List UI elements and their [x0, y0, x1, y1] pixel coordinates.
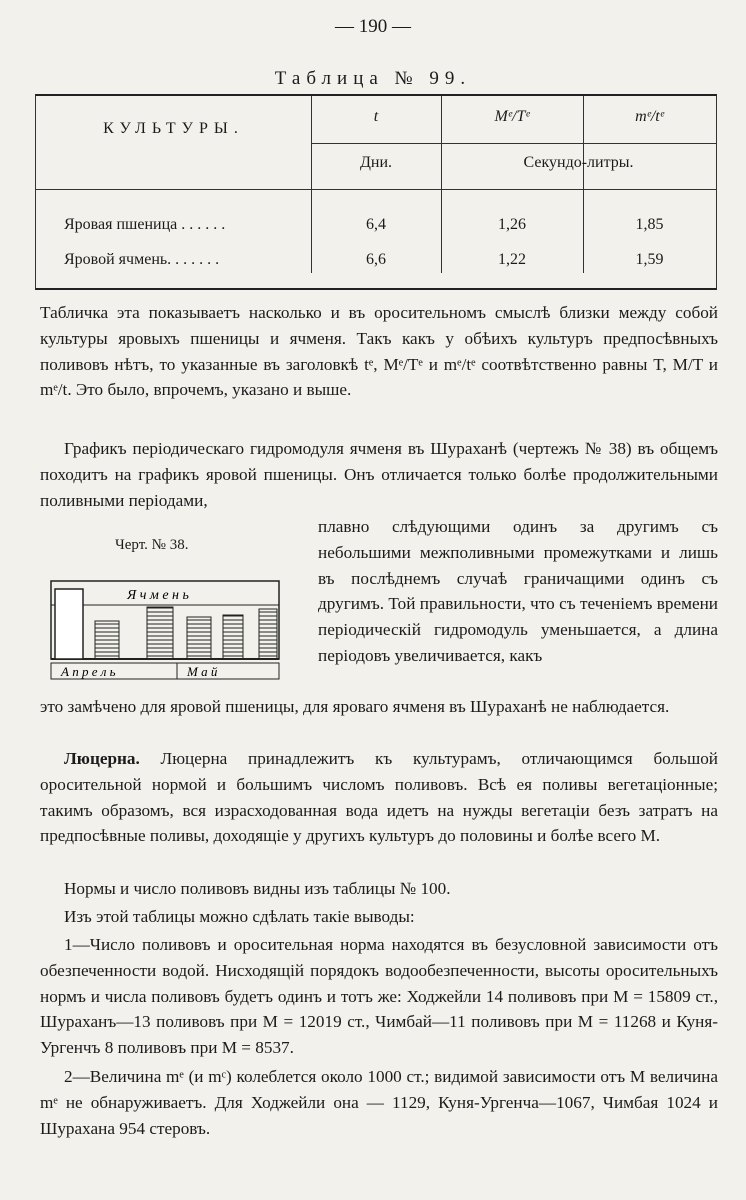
table-cell: 1,22 — [498, 251, 526, 268]
chart-bar — [95, 621, 119, 659]
chart-bar — [259, 609, 277, 659]
chart-month-label: М а й — [187, 664, 218, 679]
chart-month-label: А п р е л ь — [61, 664, 116, 679]
chart-bar — [147, 607, 173, 659]
paragraph: Нормы и число поливовъ видны изъ таблицы № 100. — [64, 879, 451, 898]
data-table — [35, 94, 717, 290]
col-header-t: t — [373, 108, 379, 125]
table-cell: 6,6 — [366, 251, 386, 268]
chart-bar — [55, 589, 83, 659]
paragraph: плавно слѣдующими одинъ за другимъ съ небольшими межполивными промежутками и лишь въ послѣднемъ случаѣ граничащими одинъ съ другимъ. Той правильности, что съ теченіемъ времени періодическій гидромодуль уменьшается, а длина періодовъ увеличивается, какъ — [318, 517, 718, 665]
paragraph: Графикъ періодическаго гидромодуля ячменя въ Шураханѣ (чертежъ № 38) въ общемъ походитъ на графикъ яровой пшеницы. Онъ отличается только болѣе продолжительными поливными періодами, — [40, 439, 718, 510]
paragraph: Изъ этой таблицы можно сдѣлать такіе выводы: — [64, 907, 415, 926]
col-header-mt: mᵉ/tᵉ — [635, 108, 664, 125]
table-cell: 1,85 — [635, 216, 664, 233]
paragraph-text: Люцерна принадлежитъ къ культурамъ, отличающимся большой оросительной нормой и большимъ числомъ поливовъ. Всѣ ея поливы вегетаціонные; такимъ образомъ, вся израсходованная вода идетъ на нужды вегетаціи безъ затратъ на предпосѣвные поливы, доходящіе у другихъ культуръ до половины и болѣе всего M. — [40, 749, 718, 846]
unit-seconds-liters: Секундо-литры. — [523, 154, 634, 171]
paragraph: это замѣчено для яровой пшеницы, для яроваго ячменя въ Шураханѣ не наблюдается. — [40, 697, 670, 716]
paragraph: 1—Число поливовъ и оросительная норма находятся въ безусловной зависимости отъ обезпеченности водой. Нисходящій порядокъ водообезпеченности, высоты оросительныхъ нормъ и числа поливовъ будетъ одинъ и тотъ же: Ходжейли 14 поливовъ при M = 15809 ст., Шураханъ—13 поливовъ при M = 12019 ст., Чимбай—11 поливовъ при M = 11268 и Куня-Ургенчъ 8 поливовъ при M = 8537. — [40, 935, 718, 1058]
table-cell: 1,26 — [498, 216, 526, 233]
table-row-name: Яровая пшеница . . . . . . — [64, 216, 226, 233]
table-cell: 6,4 — [366, 216, 386, 233]
table-divider — [36, 189, 716, 190]
paragraph: 2—Величина mᵉ (и mᶜ) колеблется около 1000 ст.; видимой зависимости отъ M величина mᵉ не обнаруживаетъ. Для Ходжейли она — 1129, Куня-Ургенча—1067, Чимбая 1024 и Шурахана 954 стеровъ. — [40, 1067, 718, 1138]
paragraph: Табличка эта показываетъ насколько и въ оросительномъ смыслѣ близки между собой культуры яровыхъ пшеницы и ячменя. Такъ какъ у обѣихъ культуръ предпосѣвныхъ поливовъ нѣтъ, то указанные въ заголовкѣ tᵉ, Mᵉ/Tᵉ и mᵉ/tᵉ соотвѣтственно равны T, M/T и mᵉ/t. Это было, впрочемъ, указано и выше. — [40, 303, 718, 400]
page-number: — 190 — — [335, 16, 411, 37]
irrigation-chart — [47, 575, 287, 685]
figure-caption: Черт. № 38. — [115, 537, 189, 553]
paragraph — [40, 746, 718, 849]
table-row-name: Яровой ячмень. . . . . . . — [64, 251, 220, 268]
col-header-culture: КУЛЬТУРЫ. — [103, 120, 244, 137]
chart-bar — [187, 617, 211, 659]
col-header-MT: Mᵉ/Tᵉ — [494, 108, 530, 125]
unit-days: Дни. — [359, 154, 393, 171]
chart-bar — [223, 615, 243, 659]
table-cell: 1,59 — [635, 251, 664, 268]
table-divider — [311, 143, 716, 144]
table-title: Таблица № 99. — [274, 68, 472, 89]
chart-top-label: Я ч м е н ь — [127, 588, 189, 603]
section-heading: Люцерна. — [64, 749, 140, 768]
